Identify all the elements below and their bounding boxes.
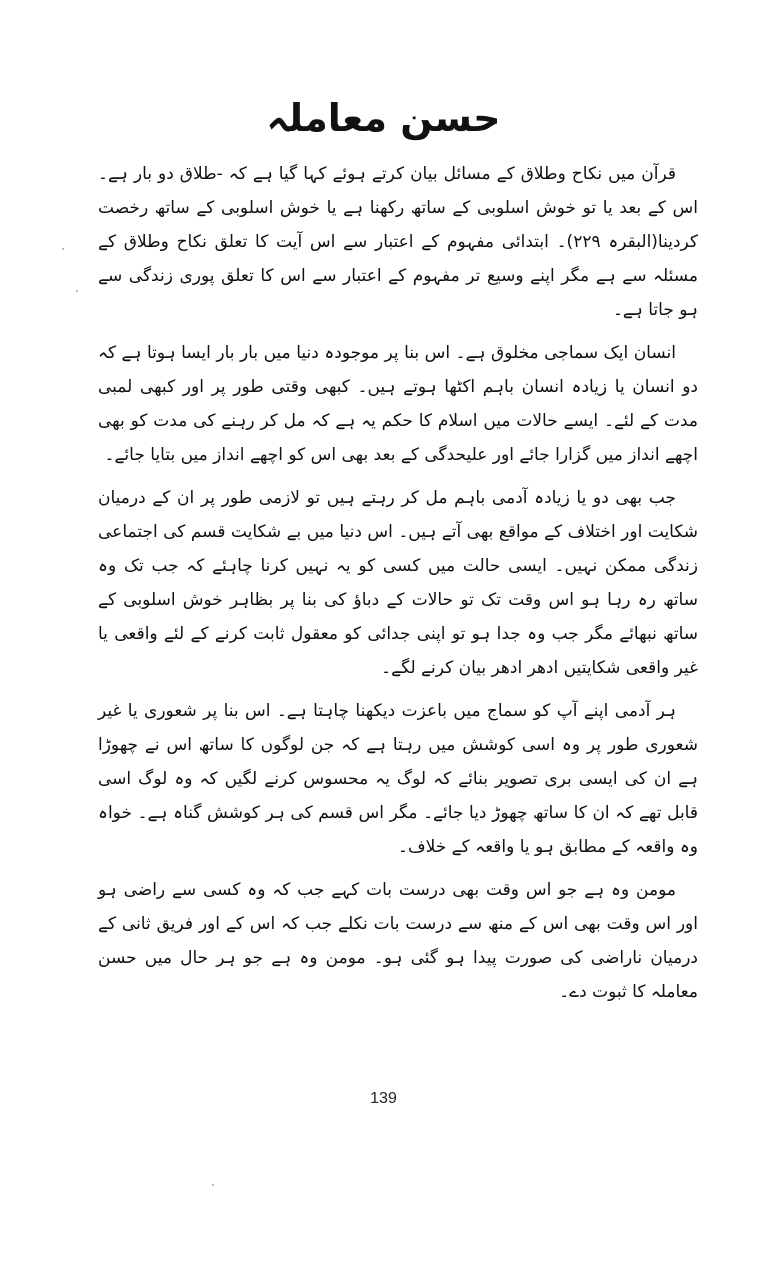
paragraph-3: جب بھی دو یا زیادہ آدمی باہم مل کر رہتے ہیں تو لازمی طور پر ان کے درمیان شکایت اور اختلاف کے مواقع بھی آتے ہیں۔ اس دنیا میں بے شکایت قسم کی اجتماعی زندگی ممکن نہیں۔ ایسی حالت میں کسی کو یہ نہیں کرنا چاہئے کہ جب تک وہ ساتھ رہ رہا ہو اس وقت تک تو حالات کے دباؤ کی بنا پر بظاہر خوش اسلوبی کے ساتھ نبھائے مگر جب وہ جدا ہو تو اپنی جدائی کو معقول ثابت کرنے کے لئے واقعی یا غیر واقعی شکایتیں ادھر ادھر بیان کرنے لگے۔ bbox=[98, 488, 698, 678]
paragraph-1: قرآن میں نکاح وطلاق کے مسائل بیان کرتے ہوئے کہا گیا ہے کہ -طلاق دو بار ہے۔ اس کے بعد یا تو خوش اسلوبی کے ساتھ رکھنا ہے یا خوش اسلوبی کے ساتھ رخصت کردینا(البقرہ ۲۲۹)۔ ابتدائی مفہوم کے اعتبار سے اس آیت کا تعلق نکاح وطلاق کے مسئلہ سے ہے مگر اپنے وسیع تر مفہوم کے اعتبار سے اس کا تعلق پوری زندگی سے ہو جاتا ہے۔ bbox=[98, 164, 699, 320]
paragraph-4: ہر آدمی اپنے آپ کو سماج میں باعزت دیکھنا چاہتا ہے۔ اس بنا پر شعوری یا غیر شعوری طور پر وہ اسی کوشش میں رہتا ہے کہ جن لوگوں کا ساتھ اس نے چھوڑا ہے ان کی ایسی بری تصویر بنائے کہ لوگ یہ محسوس کرنے لگیں کہ وہ لوگ اسی قابل تھے کہ ان کا ساتھ چھوڑ دیا جائے۔ مگر اس قسم کی ہر کوشش گناہ ہے۔ خواہ وہ واقعہ کے مطابق ہو یا واقعہ کے خلاف۔ bbox=[98, 701, 698, 857]
scan-speck bbox=[62, 248, 64, 250]
body-text bbox=[98, 157, 698, 1018]
scan-speck bbox=[76, 290, 78, 292]
scan-speck bbox=[212, 1184, 214, 1186]
paragraph-2: انسان ایک سماجی مخلوق ہے۔ اس بنا پر موجودہ دنیا میں بار بار ایسا ہوتا ہے کہ دو انسان یا زیادہ انسان باہم اکٹھا ہوتے ہیں۔ کبھی وقتی طور پر اور کبھی لمبی مدت کے لئے۔ ایسے حالات میں اسلام کا حکم یہ ہے کہ مل کر رہنے کی مدت کو بھی اچھے انداز میں گزارا جائے اور علیحدگی کے بعد بھی اس کو اچھے انداز میں بتایا جائے۔ bbox=[98, 343, 698, 465]
paragraph-5: مومن وہ ہے جو اس وقت بھی درست بات کہے جب کہ وہ کسی سے راضی ہو اور اس وقت بھی اس کے منھ سے درست بات نکلے جب کہ اس کے اور فریق ثانی کے درمیان ناراضی کی صورت پیدا ہو گئی ہو۔ مومن وہ ہے جو ہر حال میں حسن معاملہ کا ثبوت دے۔ bbox=[98, 880, 698, 1002]
page-number: 139 bbox=[370, 1090, 397, 1107]
page-title: حسن معاملہ bbox=[266, 96, 501, 140]
